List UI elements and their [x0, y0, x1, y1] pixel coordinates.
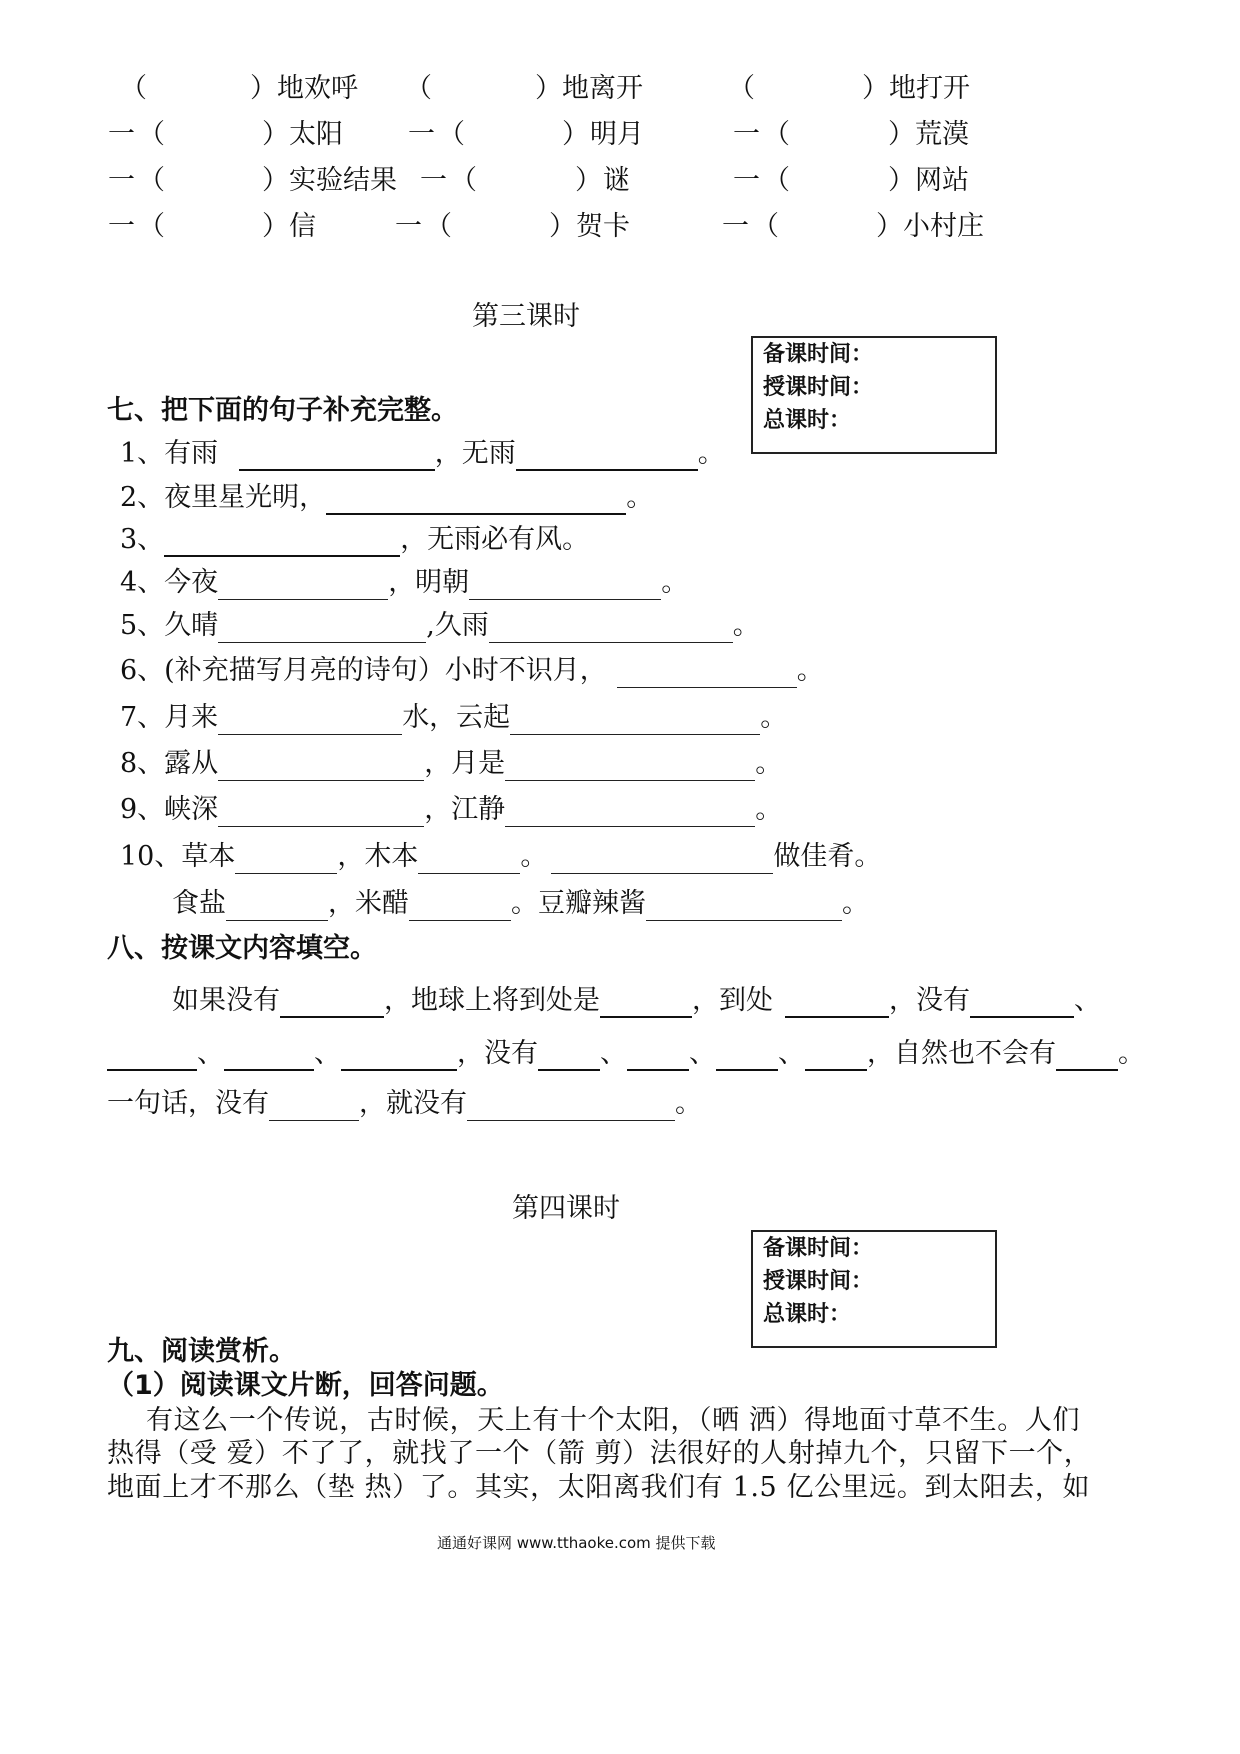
q-text: 1、有雨: [120, 438, 219, 469]
passage-line-2: 热得（受 爱）不了了，就找了一个（箭 剪）法很好的人射掉九个，只留下一个，: [107, 1438, 1092, 1469]
fill-line-2: [107, 1037, 1145, 1071]
total-lessons-label: 总课时：: [763, 408, 852, 433]
page-footer: 通通好课网 www.tthaoke.com 提供下载: [437, 1534, 716, 1552]
q-text: 、: [314, 1038, 341, 1069]
passage-line-3: 地面上才不那么（垫 热）了。其实，太阳离我们有 1.5 亿公里远。到太阳去，如: [107, 1472, 1091, 1503]
paren-open: （: [138, 165, 165, 196]
answer-blank[interactable]: [218, 800, 424, 827]
q-text: 。: [732, 610, 760, 641]
q-text: ，地球上将到处是: [384, 985, 600, 1016]
q-text: 。: [755, 748, 783, 779]
answer-blank[interactable]: [489, 616, 733, 643]
lesson-title: 第四课时: [512, 1193, 620, 1224]
answer-blank[interactable]: [627, 1043, 689, 1071]
q-text: ，木本: [337, 841, 419, 872]
q-text: ，无雨: [434, 438, 516, 469]
q-text: 水，云起: [402, 702, 511, 733]
measure-one: 一: [408, 119, 435, 150]
paren-close: ）: [262, 165, 289, 196]
total-lessons-label: 总课时：: [763, 1302, 852, 1327]
fill-word: 谜: [603, 165, 630, 196]
paren-open: （: [120, 73, 147, 104]
question-1: [120, 437, 725, 471]
q-text: 4、今夜: [120, 567, 219, 598]
paren-close: ）: [262, 211, 289, 242]
q-text: 。: [520, 841, 548, 872]
fill-word: 贺卡: [576, 211, 630, 242]
q-text: ，江静: [424, 794, 506, 825]
fill-word: 地欢呼: [277, 73, 358, 104]
passage-line-1: 有这么一个传说，古时候，天上有十个太阳，（晒 洒）得地面寸草不生。人们: [146, 1405, 1081, 1436]
question-7: [120, 701, 787, 735]
question-4: [120, 566, 688, 600]
q-text: ，明朝: [388, 567, 470, 598]
answer-blank[interactable]: [505, 800, 755, 827]
q-text: 6、(补充描写月亮的诗句）小时不识月，: [120, 655, 607, 686]
prep-time-label: 备课时间：: [763, 342, 874, 367]
question-5: [120, 609, 760, 643]
measure-one: 一: [420, 165, 447, 196]
q-text: ,久雨: [426, 610, 489, 641]
question-2: [120, 481, 653, 515]
paren-close: ）: [535, 73, 562, 104]
paren-open: （: [438, 119, 465, 150]
fill-line-1: [172, 984, 1101, 1018]
answer-blank[interactable]: [510, 708, 760, 735]
answer-blank[interactable]: [516, 443, 698, 471]
prep-time-label: 备课时间：: [763, 1236, 874, 1261]
q-text: 、: [778, 1038, 805, 1069]
section-heading: 七、把下面的句子补充完整。: [107, 395, 458, 426]
fill-word: 荒漠: [915, 119, 969, 150]
answer-blank[interactable]: [469, 573, 661, 600]
paren-open: （: [450, 165, 477, 196]
section-heading: 九、阅读赏析。: [107, 1336, 296, 1367]
q-text: 。: [760, 702, 788, 733]
measure-one: 一: [733, 165, 760, 196]
paren-close: ）: [562, 119, 589, 150]
answer-blank[interactable]: [716, 1043, 778, 1071]
answer-blank[interactable]: [551, 847, 773, 874]
fill-word: 网站: [915, 165, 969, 196]
fill-word: 地打开: [889, 73, 970, 104]
answer-blank[interactable]: [164, 529, 400, 557]
paren-close: ）: [575, 165, 602, 196]
q-text: 。: [796, 655, 824, 686]
answer-blank[interactable]: [600, 990, 692, 1018]
fill-word: 明月: [590, 119, 644, 150]
q-text: 。: [842, 888, 869, 919]
measure-one: 一: [722, 211, 749, 242]
answer-blank[interactable]: [326, 487, 626, 515]
q-text: ，没有: [457, 1038, 538, 1069]
answer-blank[interactable]: [341, 1043, 457, 1071]
fill-word: 实验结果: [289, 165, 397, 196]
question-8: [120, 747, 782, 781]
answer-blank[interactable]: [235, 847, 337, 874]
q-text: 2、夜里星光明，: [120, 482, 327, 513]
answer-blank[interactable]: [970, 990, 1074, 1018]
measure-one: 一: [733, 119, 760, 150]
q-text: 、: [197, 1038, 224, 1069]
paren-close: ）: [862, 73, 889, 104]
measure-one: 一: [108, 211, 135, 242]
paren-close: ）: [876, 211, 903, 242]
lesson-info-box: [751, 336, 997, 454]
question-9: [120, 793, 782, 827]
measure-one: 一: [395, 211, 422, 242]
fill-line-3: [107, 1087, 702, 1121]
q-text: 。: [675, 1088, 702, 1119]
question-3: [120, 523, 589, 557]
q-text: ，月是: [424, 748, 506, 779]
q-text: 一句话，没有: [107, 1088, 269, 1119]
teach-time-label: 授课时间：: [763, 1269, 874, 1294]
answer-blank[interactable]: [218, 708, 402, 735]
paren-open: （: [752, 211, 779, 242]
answer-blank[interactable]: [107, 1043, 197, 1071]
q-text: 食盐: [172, 888, 226, 919]
paren-close: ）: [262, 119, 289, 150]
q-text: 。: [1118, 1038, 1145, 1069]
teach-time-label: 授课时间：: [763, 375, 874, 400]
section-heading: 八、按课文内容填空。: [107, 933, 377, 964]
answer-blank[interactable]: [785, 990, 889, 1018]
q-text: 。豆瓣辣酱: [511, 888, 646, 919]
answer-blank[interactable]: [269, 1094, 359, 1121]
answer-blank[interactable]: [218, 573, 388, 600]
sub-heading: （1）阅读课文片断，回答问题。: [107, 1370, 504, 1401]
question-10b: [172, 887, 869, 921]
q-text: ，米醋: [328, 888, 409, 919]
lesson-info-box: [751, 1230, 997, 1348]
answer-blank[interactable]: [805, 1043, 867, 1071]
measure-one: 一: [108, 119, 135, 150]
fill-word: 小村庄: [903, 211, 984, 242]
q-text: 8、露从: [120, 748, 219, 779]
paren-open: （: [425, 211, 452, 242]
question-10a: [120, 840, 881, 874]
q-text: 9、峡深: [120, 794, 219, 825]
measure-one: 一: [108, 165, 135, 196]
q-text: 、: [689, 1038, 716, 1069]
q-text: 。: [661, 567, 689, 598]
paren-open: （: [763, 165, 790, 196]
lesson-title: 第三课时: [472, 301, 580, 332]
q-text: ，到处: [692, 985, 773, 1016]
answer-blank[interactable]: [239, 443, 435, 471]
q-text: 3、: [120, 524, 165, 555]
answer-blank[interactable]: [226, 894, 328, 921]
paren-open: （: [405, 73, 432, 104]
question-6: [120, 654, 824, 688]
q-text: ，自然也不会有: [867, 1038, 1056, 1069]
paren-close: ）: [549, 211, 576, 242]
paren-open: （: [728, 73, 755, 104]
q-text: ，无雨必有风。: [400, 524, 590, 555]
answer-blank[interactable]: [505, 754, 755, 781]
answer-blank[interactable]: [280, 990, 384, 1018]
q-text: 5、久晴: [120, 610, 219, 641]
answer-blank[interactable]: [467, 1094, 675, 1121]
q-text: ，没有: [889, 985, 970, 1016]
q-text: 7、月来: [120, 702, 219, 733]
answer-blank[interactable]: [646, 894, 842, 921]
fill-word: 信: [289, 211, 316, 242]
q-text: 、: [600, 1038, 627, 1069]
answer-blank[interactable]: [218, 616, 426, 643]
paren-close: ）: [888, 165, 915, 196]
paren-close: ）: [888, 119, 915, 150]
q-text: 做佳肴。: [773, 841, 882, 872]
paren-open: （: [763, 119, 790, 150]
answer-blank[interactable]: [1056, 1043, 1118, 1071]
q-text: 10、草本: [120, 841, 236, 872]
answer-blank[interactable]: [409, 894, 511, 921]
answer-blank[interactable]: [538, 1043, 600, 1071]
q-text: 、: [1074, 985, 1101, 1016]
q-text: ，就没有: [359, 1088, 467, 1119]
answer-blank[interactable]: [224, 1043, 314, 1071]
q-text: 如果没有: [172, 985, 280, 1016]
fill-word: 地离开: [562, 73, 643, 104]
q-text: 。: [697, 438, 725, 469]
q-text: 。: [626, 482, 654, 513]
paren-open: （: [138, 211, 165, 242]
paren-open: （: [138, 119, 165, 150]
answer-blank[interactable]: [418, 847, 520, 874]
q-text: 。: [755, 794, 783, 825]
fill-word: 太阳: [289, 119, 343, 150]
paren-close: ）: [250, 73, 277, 104]
answer-blank[interactable]: [617, 661, 797, 688]
answer-blank[interactable]: [218, 754, 424, 781]
